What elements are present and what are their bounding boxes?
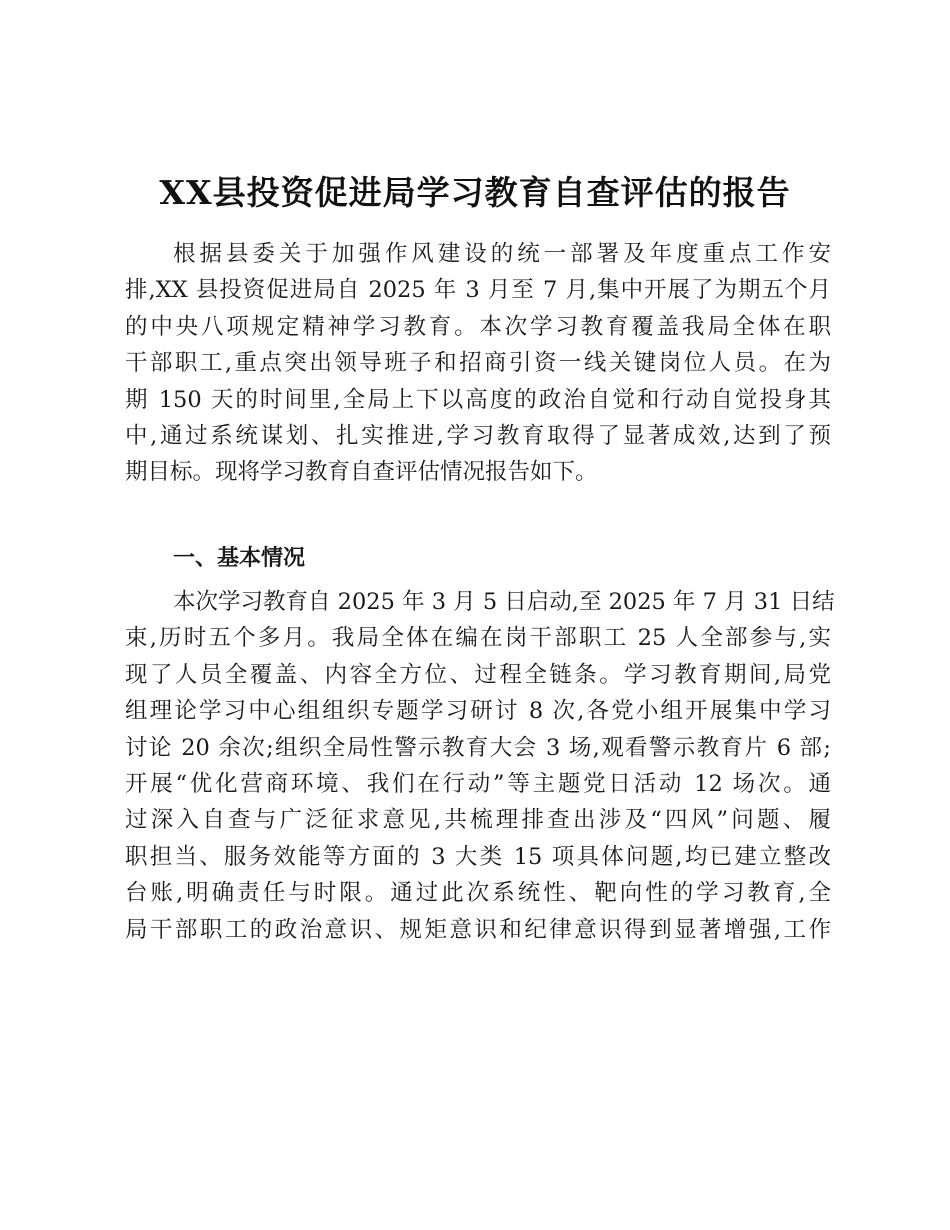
text-line: 讨论 20 余次;组织全局性警示教育大会 3 场,观看警示教育片 6 部; — [125, 734, 831, 761]
text-line: 中,通过系统谋划、扎实推进,学习教育取得了显著成效,达到了预 — [125, 422, 831, 449]
text-line: 的中央八项规定精神学习教育。本次学习教育覆盖我局全体在职 — [125, 313, 831, 340]
text-line: 本次学习教育自 2025 年 3 月 5 日启动,至 2025 年 7 月 31 日结 — [173, 589, 835, 615]
text-line: 期目标。现将学习教育自查评估情况报告如下。 — [125, 459, 598, 486]
text-line: 局干部职工的政治意识、规矩意识和纪律意识得到显著增强,工作 — [125, 916, 831, 943]
section-heading-container — [125, 541, 831, 577]
text-line: 排,XX 县投资促进局自 2025 年 3 月至 7 月,集中开展了为期五个月 — [125, 277, 831, 304]
text-line: 台账,明确责任与时限。通过此次系统性、靶向性的学习教育,全 — [125, 880, 831, 907]
intro-paragraph — [125, 236, 831, 491]
document-title: XX县投资促进局学习教育自查评估的报告 — [159, 173, 791, 212]
text-line: 根据县委关于加强作风建设的统一部署及年度重点工作安 — [173, 241, 831, 267]
text-line: 过深入自查与广泛征求意见,共梳理排查出涉及“四风”问题、履 — [125, 807, 831, 834]
text-line: 现了人员全覆盖、内容全方位、过程全链条。学习教育期间,局党 — [125, 661, 831, 688]
text-line: 束,历时五个多月。我局全体在编在岗干部职工 25 人全部参与,实 — [125, 625, 831, 652]
text-line: 组理论学习中心组组织专题学习研讨 8 次,各党小组开展集中学习 — [125, 698, 831, 725]
text-line: 职担当、服务效能等方面的 3 大类 15 项具体问题,均已建立整改 — [125, 843, 831, 870]
text-line: 期 150 天的时间里,全局上下以高度的政治自觉和行动自觉投身其 — [125, 386, 831, 413]
section-paragraph — [125, 584, 835, 948]
text-line: 干部职工,重点突出领导班子和招商引资一线关键岗位人员。在为 — [125, 350, 831, 377]
text-line: 开展“优化营商环境、我们在行动”等主题党日活动 12 场次。通 — [125, 770, 831, 797]
section-heading: 一、基本情况 — [173, 546, 306, 571]
